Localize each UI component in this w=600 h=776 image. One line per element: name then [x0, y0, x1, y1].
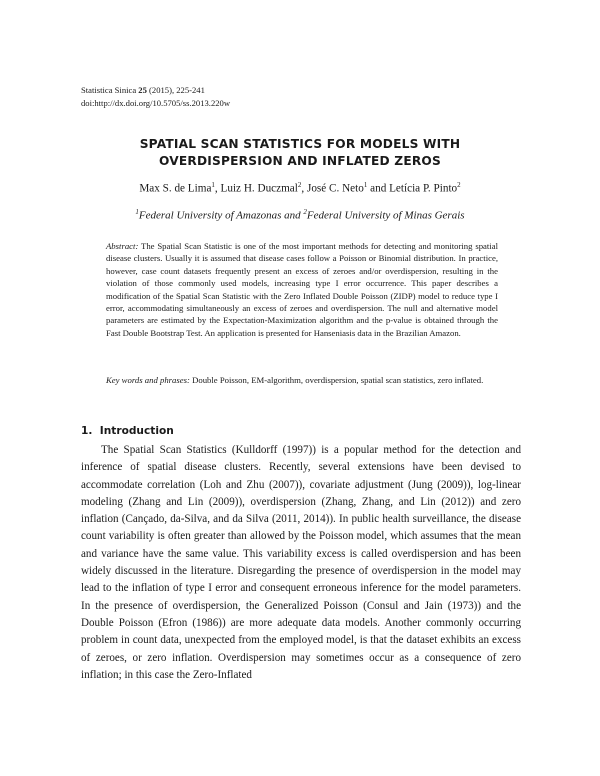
paper-title	[0, 136, 600, 170]
body-paragraph: The Spatial Scan Statistics (Kulldorff (1997)) is a popular method for the detection and inference of spatial disease clusters. Recently, several extensions have been devised to accommodate correlation (Loh and Zhu (2007)), covariate adjustment (Jung (2009)), log-linear modeling (Zhang and Lin (2009)), overdispersion (Zhang, Zhang, and Lin (2012)) and zero inflation (Cançado, da-Silva, and da Silva (2011, 2014)). In public health surveillance, the disease count variability is often greater than allowed by the Poisson model, which assumes that the mean and variance have the same value. This variability excess is called overdispersion and has been widely discussed in the literature. Disregarding the presence of overdispersion in the model may lead to the inflation of type I error and consequent erroneous inference for the model parameters. In the presence of overdispersion, the Generalized Poisson (Consul and Jain (1973)) and the Double Poisson (Efron (1986)) are more adequate data models. Another commonly occurring problem in count data, unexpected from the employed model, is that the dataset exhibits an excess of zeroes, or zero inflation. Overdispersion may sometimes occur as a consequence of zero inflation; in this case the Zero-Inflated	[81, 444, 521, 681]
affil-mark: 1	[135, 208, 139, 216]
title-line-2: OVERDISPERSION AND INFLATED ZEROS	[159, 154, 441, 168]
author-name: Max S. de Lima	[139, 182, 212, 195]
section-heading	[81, 425, 174, 437]
journal-doi[interactable]: doi:http://dx.doi.org/10.5705/ss.2013.220w	[81, 97, 231, 108]
keywords-label: Key words and phrases:	[106, 375, 190, 385]
journal-header	[81, 84, 230, 109]
abstract	[106, 240, 498, 339]
keywords	[106, 374, 498, 386]
title-line-1: SPATIAL SCAN STATISTICS FOR MODELS WITH	[139, 137, 461, 151]
author-name: José C. Neto	[306, 182, 364, 195]
journal-name: Statistica Sinica	[81, 85, 137, 95]
keywords-text: Double Poisson, EM-algorithm, overdispersion, spatial scan statistics, zero inflated.	[192, 375, 484, 385]
author-and: and	[367, 182, 390, 195]
affiliation-and: and	[281, 209, 304, 222]
author-name: Luiz H. Duczmal	[220, 182, 298, 195]
author-separator: ,	[301, 182, 307, 195]
section-title: Introduction	[99, 425, 174, 437]
affil-mark: 2	[303, 208, 307, 216]
abstract-label: Abstract:	[106, 241, 139, 251]
affiliation-1: Federal University of Amazonas	[138, 209, 282, 222]
affiliations	[0, 205, 600, 223]
author-affil-mark: 1	[211, 181, 215, 189]
author-affil-mark: 2	[297, 181, 302, 189]
author-affil-mark: 1	[363, 181, 368, 189]
journal-citation	[81, 84, 230, 97]
author-name: Letícia P. Pinto	[389, 182, 458, 195]
abstract-text: The Spatial Scan Statistic is one of the most important methods for detecting and monitoring spatial disease clusters. Usually it is assumed that disease cases follow a Poisson or Binomial distribution. In practice, however, case count datasets frequently present an excess of zeroes and/or overdispersion, resulting in the violation of those commonly used models, increasing type I error occurrence. This paper describes a modification of the Spatial Scan Statistic with the Zero Inflated Double Poisson (ZIDP) model to reduce type I error, accommodating simultaneously an excess of zeroes and overdispersion. The null and alternative model parameters are estimated by the Expectation-Maximization algorithm and the p-value is obtained through the Fast Double Bootstrap Test. An application is presented for Hanseniasis data in the Brazilian Amazon.	[106, 241, 498, 338]
affiliation-2: Federal University of Minas Gerais	[306, 209, 465, 222]
journal-volume: 25	[138, 85, 147, 95]
author-list	[0, 178, 600, 196]
journal-year-pages: (2015), 225-241	[149, 85, 205, 95]
section-number: 1.	[81, 425, 93, 437]
author-affil-mark: 2	[457, 181, 461, 189]
author-separator: ,	[214, 182, 221, 195]
